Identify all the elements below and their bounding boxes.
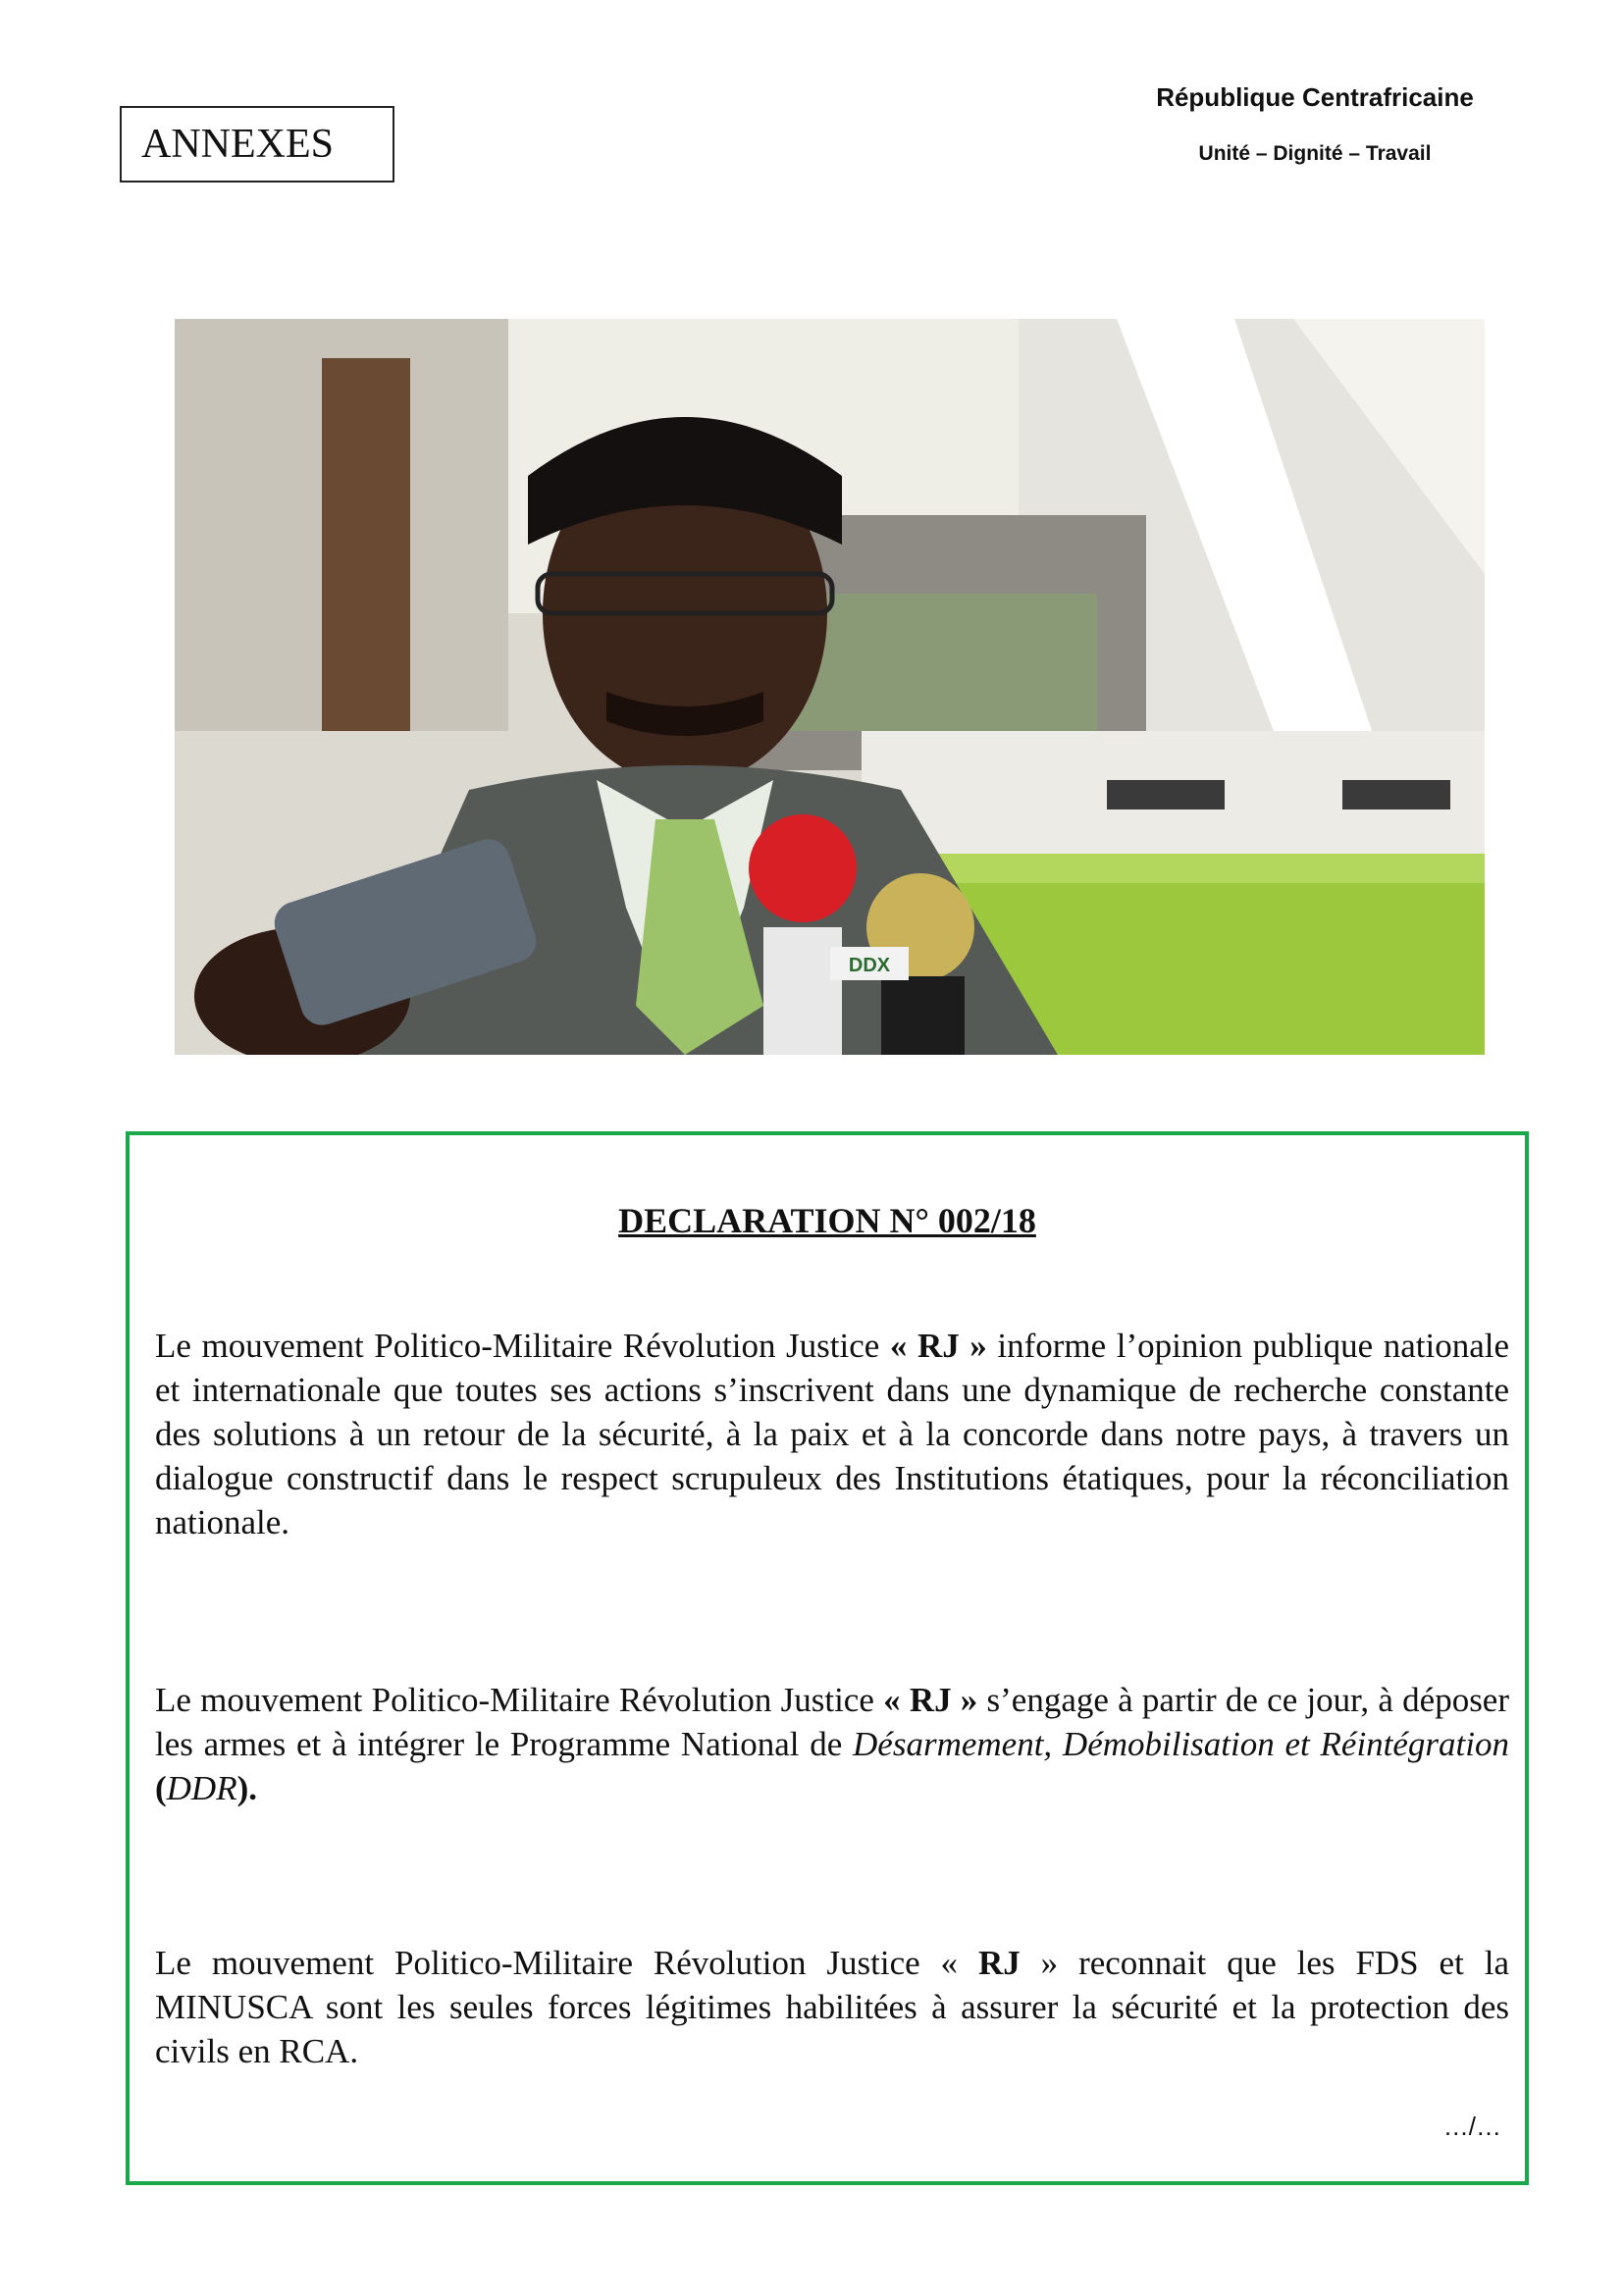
paren-open: ( — [155, 1769, 167, 1807]
annexes-label: ANNEXES — [120, 106, 394, 183]
paragraph-text: » reconnait que les FDS et la MINUSCA sont les seules forces légitimes habilitées à assurer la sécurité et la protection des civils en RCA. — [155, 1944, 1509, 2070]
rj-tag: « RJ » — [883, 1681, 978, 1719]
paragraph-lead: Le mouvement Politico-Militaire Révolution Justice — [155, 1327, 890, 1365]
rj-tag: « RJ » — [889, 1327, 987, 1365]
paragraph-lead: Le mouvement Politico-Militaire Révolution Justice — [155, 1681, 884, 1719]
national-motto: Unité – Dignité – Travail — [1198, 142, 1432, 165]
header-republic — [1128, 82, 1501, 166]
declaration-box — [126, 1131, 1529, 2185]
ddr-full-name: Désarmement, Démobilisation et Réintégration — [853, 1725, 1509, 1763]
declaration-paragraph-1 — [155, 1324, 1509, 1544]
rj-tag: RJ — [977, 1944, 1021, 1982]
microphone-label: DDX — [848, 955, 891, 976]
declaration-title: DECLARATION N° 002/18 — [618, 1201, 1036, 1240]
country-name: République Centrafricaine — [1156, 82, 1474, 112]
paragraph-text: informe l’opinion publique nationale et internationale que toutes ses actions s’inscrivent dans une dynamique de recherche constante des solutions à un retour de la sécurité, à la paix et à la concorde dans notre pays, à travers un dialogue constructif dans le respect scrupuleux des Institutions étatiques, pour la réconciliation nationale. — [155, 1327, 1509, 1541]
declaration-paragraph-3 — [155, 1941, 1509, 2073]
paragraph-text: s’engage à partir de ce jour, à déposer les armes et à intégrer le Programme National de — [155, 1681, 1509, 1763]
continuation-mark: …/… — [1442, 2112, 1501, 2141]
press-photo-illustration — [175, 319, 1485, 1055]
paren-close: ). — [236, 1769, 257, 1807]
press-photo — [175, 319, 1485, 1055]
declaration-paragraph-2 — [155, 1678, 1509, 1810]
paragraph-lead: Le mouvement Politico-Militaire Révolution Justice « — [155, 1944, 978, 1982]
ddr-abbreviation: DDR — [166, 1769, 237, 1807]
